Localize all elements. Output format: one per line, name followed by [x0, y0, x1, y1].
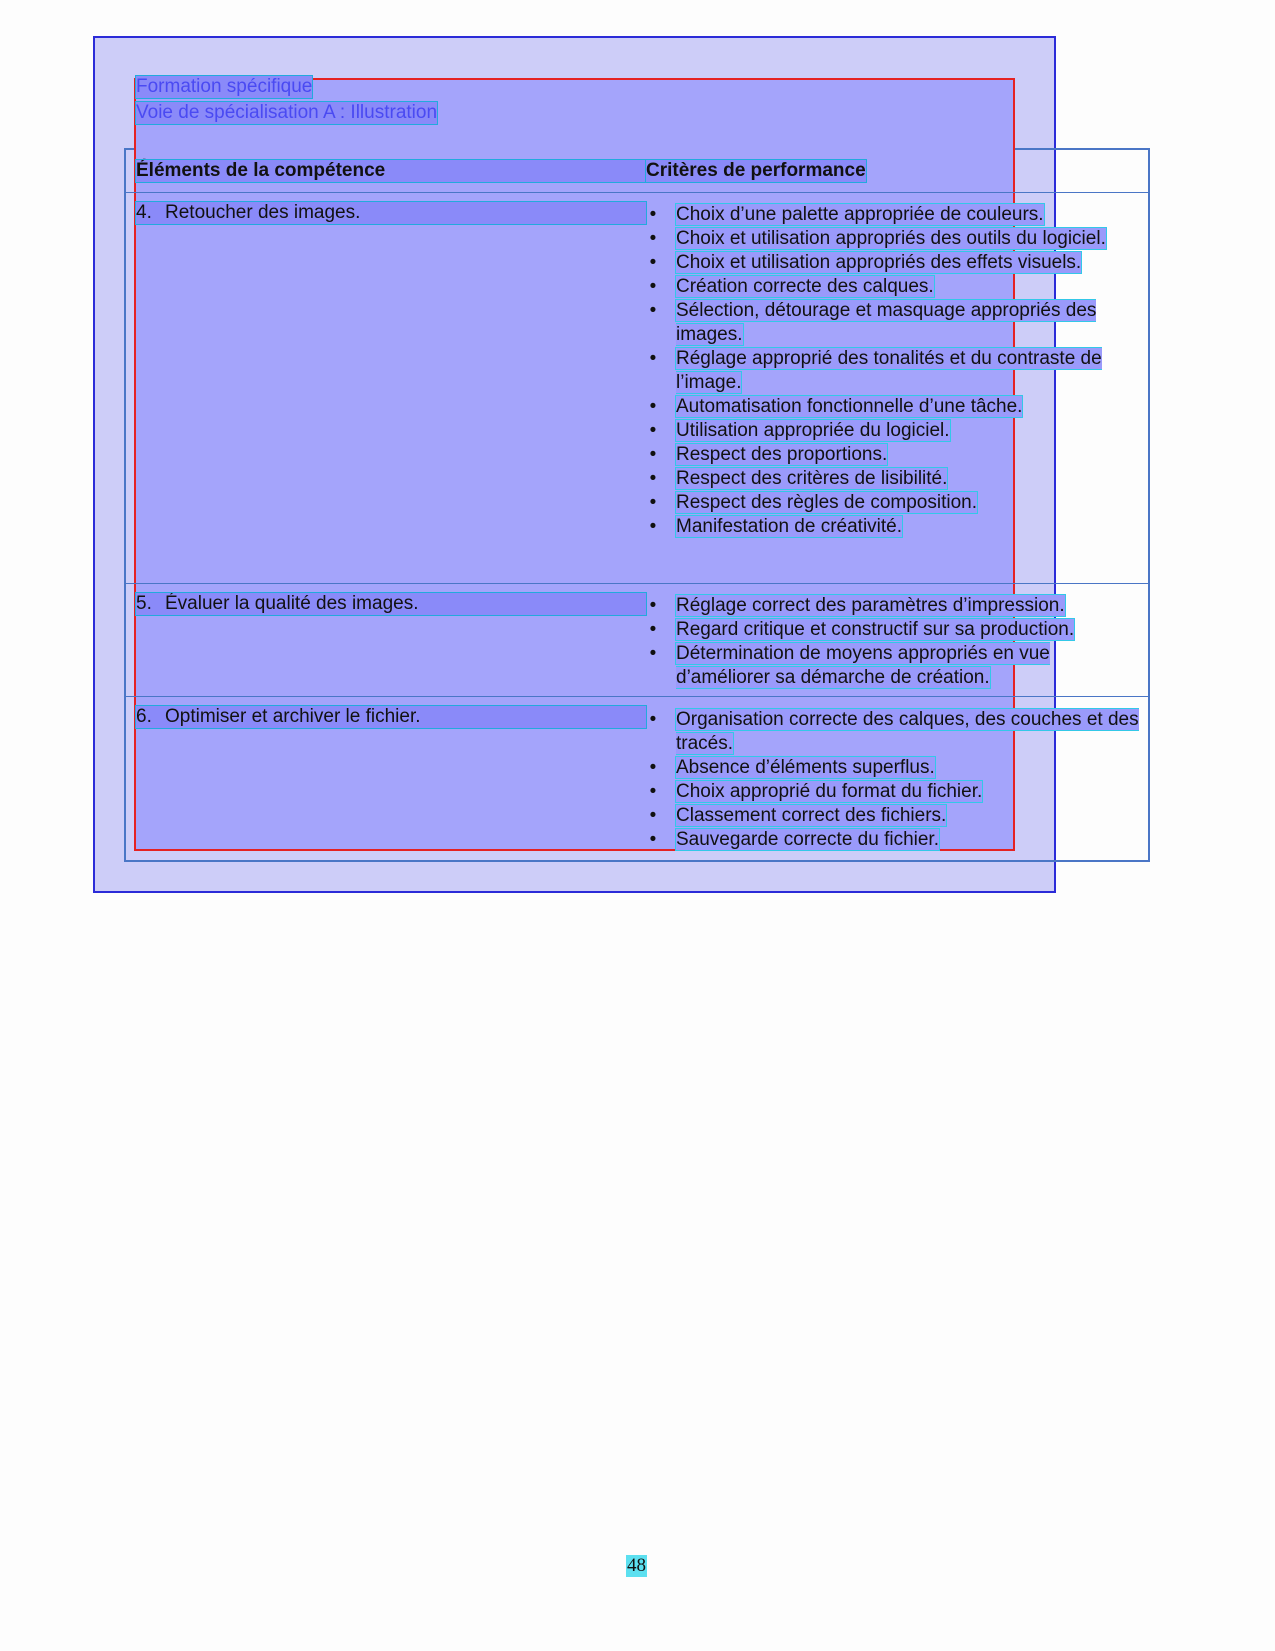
bullet-icon: • [649, 348, 657, 369]
bullet-icon: • [649, 492, 657, 513]
bullet-icon: • [649, 781, 657, 802]
list-item: • Respect des règles de composition. [646, 491, 1141, 515]
table-row-element [136, 202, 646, 224]
table-divider [124, 192, 1150, 193]
criteria-list [646, 594, 1141, 690]
list-item: • Réglage approprié des tonalités et du contraste de l’image. [646, 347, 1141, 395]
list-item: • Respect des proportions. [646, 443, 1141, 467]
bullet-icon: • [649, 300, 657, 321]
table-divider [124, 583, 1150, 584]
bullet-icon: • [649, 468, 657, 489]
list-item: • Création correcte des calques. [646, 275, 1141, 299]
bullet-icon: • [649, 516, 657, 537]
list-item: • Absence d’éléments superflus. [646, 756, 1141, 780]
list-item: • Sauvegarde correcte du fichier. [646, 828, 1141, 852]
page-number: 48 [627, 1555, 646, 1576]
bullet-icon: • [649, 276, 657, 297]
list-item: • Respect des critères de lisibilité. [646, 467, 1141, 491]
criteria-list [646, 203, 1141, 539]
list-item: • Regard critique et constructif sur sa production. [646, 618, 1141, 642]
list-item: • Classement correct des fichiers. [646, 804, 1141, 828]
list-item: • Choix d’une palette appropriée de couleurs. [646, 203, 1141, 227]
section-title: Formation spécifique [136, 76, 313, 97]
list-item: • Organisation correcte des calques, des couches et des tracés. [646, 708, 1141, 756]
list-item: • Choix approprié du format du fichier. [646, 780, 1141, 804]
list-item: • Détermination de moyens appropriés en vue d’améliorer sa démarche de création. [646, 642, 1141, 690]
table-row-element [136, 593, 646, 615]
bullet-icon: • [649, 829, 657, 850]
bullet-icon: • [649, 619, 657, 640]
section-subtitle: Voie de spécialisation A : Illustration [136, 102, 438, 123]
column-header-elements: Éléments de la compétence [136, 160, 646, 182]
table-divider [124, 696, 1150, 697]
table-row-element [136, 706, 646, 728]
list-item: • Réglage correct des paramètres d’impression. [646, 594, 1141, 618]
element-label: Évaluer la qualité des images. [165, 593, 419, 614]
list-item: • Sélection, détourage et masquage appropriés des images. [646, 299, 1141, 347]
element-label: Retoucher des images. [165, 202, 361, 223]
list-item: • Manifestation de créativité. [646, 515, 1141, 539]
list-item: • Automatisation fonctionnelle d’une tâche. [646, 395, 1141, 419]
bullet-icon: • [649, 757, 657, 778]
bullet-icon: • [649, 805, 657, 826]
bullet-icon: • [649, 228, 657, 249]
bullet-icon: • [649, 595, 657, 616]
list-item: • Utilisation appropriée du logiciel. [646, 419, 1141, 443]
bullet-icon: • [649, 252, 657, 273]
bullet-icon: • [649, 643, 657, 664]
list-item: • Choix et utilisation appropriés des effets visuels. [646, 251, 1141, 275]
element-number: 6. [136, 706, 152, 727]
bullet-icon: • [649, 444, 657, 465]
bullet-icon: • [649, 420, 657, 441]
column-header-criteria: Critères de performance [646, 160, 866, 181]
bullet-icon: • [649, 396, 657, 417]
bullet-icon: • [649, 204, 657, 225]
criteria-list [646, 708, 1141, 852]
bullet-icon: • [649, 709, 657, 730]
element-number: 5. [136, 593, 152, 614]
element-label: Optimiser et archiver le fichier. [165, 706, 421, 727]
element-number: 4. [136, 202, 152, 223]
list-item: • Choix et utilisation appropriés des outils du logiciel. [646, 227, 1141, 251]
